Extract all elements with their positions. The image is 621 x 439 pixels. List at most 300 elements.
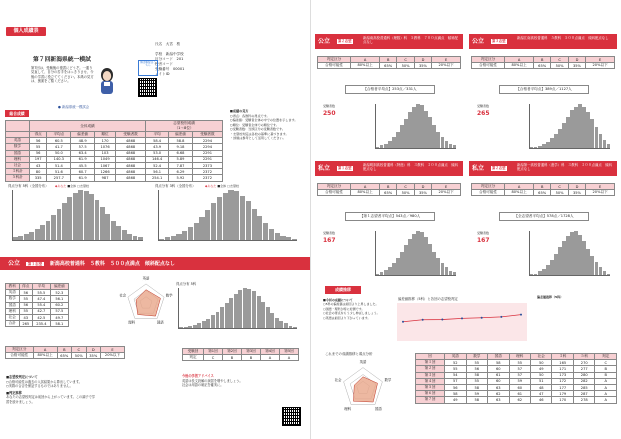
trend-radar xyxy=(333,358,393,418)
histogram-bar xyxy=(550,138,553,148)
trend-line-chart xyxy=(397,303,527,341)
table-cell: 65% xyxy=(57,353,71,359)
histogram-bar xyxy=(546,142,549,148)
histogram-bar xyxy=(257,216,262,240)
histogram-bar xyxy=(220,307,224,328)
histogram-bar xyxy=(574,107,577,148)
histogram-bar xyxy=(436,258,439,275)
histogram-bar xyxy=(534,147,537,148)
radar-axis-label: 国語 xyxy=(374,407,382,412)
histogram-bar xyxy=(445,141,448,148)
table-head: A xyxy=(33,347,57,353)
table-cell: 54 xyxy=(445,372,466,378)
table-cell: A xyxy=(260,355,279,361)
histogram-bar xyxy=(211,203,216,240)
qr-code-icon[interactable] xyxy=(282,407,301,426)
table-cell: 59 xyxy=(509,378,530,384)
histogram-bar xyxy=(432,252,435,275)
radar-axis-label: 理科 xyxy=(344,407,352,412)
table-head: 受験回 xyxy=(183,349,204,355)
table-cell: 165 xyxy=(552,360,573,366)
table-cell: 60.2 xyxy=(50,302,68,308)
table-cell: 5.92 xyxy=(169,175,193,181)
advice-line: ・評価は参考として活用してください。 xyxy=(230,136,286,140)
dist-caption-b: 得点分布 3科（全国分布） xyxy=(155,184,196,188)
table-cell: 9.18 xyxy=(169,144,193,150)
histogram-bar xyxy=(562,241,565,275)
qr-code-icon[interactable] xyxy=(138,78,157,97)
histogram-bar xyxy=(234,191,239,240)
table-cell: 51 xyxy=(531,378,552,384)
card-histogram xyxy=(375,104,456,149)
legend-school: □志望校 xyxy=(77,184,89,188)
table-cell: 50 xyxy=(531,372,552,378)
table-cell: 4868 xyxy=(116,144,146,150)
histogram-bar xyxy=(607,144,610,148)
histogram-bar xyxy=(193,325,197,328)
histogram-bar xyxy=(292,239,297,240)
histogram-bar xyxy=(243,288,247,328)
card-school-name: 新潟明訓高校普通科（特進）科 ３教科 ３００点満点 傾斜配点なし xyxy=(363,163,458,172)
table-cell: 57.5 xyxy=(50,308,68,314)
table-cell: 80%以上 xyxy=(505,190,534,196)
table-cell: 80%以上 xyxy=(33,353,57,359)
table-cell: 第４回 xyxy=(416,378,445,384)
table-head: C xyxy=(551,184,568,190)
table-cell: 56 xyxy=(466,366,487,372)
histogram-bar xyxy=(530,147,533,148)
table-cell: 80%以上 xyxy=(505,63,534,69)
table-cell: 278 xyxy=(573,397,594,403)
school-card-band xyxy=(469,161,617,176)
table-cell: 1049 xyxy=(95,156,116,162)
table-head: 偏差値 xyxy=(50,284,68,290)
card-rank: 私立 xyxy=(472,165,485,172)
histogram-bar xyxy=(530,274,533,275)
card-border-score: 【合格者平均点】253点／331人 xyxy=(345,85,435,94)
histogram-bar xyxy=(105,214,110,240)
histogram-bar xyxy=(133,236,138,240)
table-cell: 合格可能性 xyxy=(318,63,351,69)
trend-point xyxy=(520,314,522,316)
table-head: C xyxy=(397,184,414,190)
histogram-bar xyxy=(534,274,537,275)
table-cell: 987 xyxy=(95,175,116,181)
histogram-bar xyxy=(225,303,229,328)
table-head: D xyxy=(568,57,585,63)
weak-analysis-caption: これまでの成績推移と弱点分析 xyxy=(325,352,373,356)
table-row xyxy=(6,353,125,359)
histogram-bar xyxy=(188,227,193,240)
histogram-bar xyxy=(280,236,285,240)
school-card-band xyxy=(315,161,463,176)
table-cell: 170 xyxy=(95,138,116,144)
histogram-bar xyxy=(275,233,280,240)
table-cell: 4868 xyxy=(116,162,146,168)
table-cell: 265 xyxy=(19,321,33,327)
table-cell: 257.7 xyxy=(47,175,71,181)
histogram-bar xyxy=(396,132,399,148)
histogram-bar xyxy=(586,112,589,148)
table-row xyxy=(472,63,615,69)
dist-histogram-a xyxy=(12,190,143,241)
school1-dist-caption: 得点分布 5科 xyxy=(176,282,197,286)
table-cell: 20%以下 xyxy=(586,190,615,196)
school1-band xyxy=(0,257,310,270)
subhead: 受験者数 xyxy=(192,132,222,138)
table-row xyxy=(416,397,617,403)
class-code: 区分コード 201 xyxy=(155,57,184,61)
legend-all: ■全体 xyxy=(217,184,227,188)
histogram-bar xyxy=(266,307,270,328)
trend-badge xyxy=(325,286,361,294)
table-cell: 172 xyxy=(552,378,573,384)
histogram-bar xyxy=(558,247,561,275)
card-your-score: 167 xyxy=(323,237,336,244)
table-cell: 合格可能性 xyxy=(318,190,351,196)
table-cell: 50% xyxy=(397,190,414,196)
table-cell: 254.1 xyxy=(146,175,169,181)
subhead: 受験者数 xyxy=(116,132,146,138)
histogram-bar xyxy=(261,302,265,328)
table-cell: 1067 xyxy=(95,162,116,168)
histogram-bar xyxy=(284,323,288,328)
table-cell: 57.5 xyxy=(71,144,95,150)
study-line: 社会は用語の暗記を確実に。 xyxy=(182,383,224,388)
table-head: E xyxy=(586,184,615,190)
trend-point xyxy=(402,321,404,323)
table-cell: 20%以下 xyxy=(432,63,461,69)
table-cell: C xyxy=(595,360,617,366)
table-row xyxy=(318,190,461,196)
table-cell: 55 xyxy=(29,144,47,150)
histogram-bar xyxy=(441,137,444,148)
histogram-bar xyxy=(122,230,127,240)
table-row xyxy=(6,284,69,290)
table-cell: 146.4 xyxy=(146,156,169,162)
histogram-bar xyxy=(420,232,423,275)
table-cell: 1266 xyxy=(95,169,116,175)
table-cell: 2372 xyxy=(192,175,222,181)
table-cell: 48 xyxy=(531,384,552,390)
table-cell: 49.7 xyxy=(50,314,68,320)
histogram-bar xyxy=(445,267,448,275)
table-cell: 50% xyxy=(397,63,414,69)
card-rank: 私立 xyxy=(318,165,331,172)
table-cell: 50 xyxy=(531,360,552,366)
table-head: 理科 xyxy=(509,354,530,360)
radar-axis-label: 社会 xyxy=(334,377,342,382)
table-cell: 55 xyxy=(445,366,466,372)
card-note: 受験者数 xyxy=(323,231,336,235)
school-card xyxy=(315,34,463,154)
trend-bullet: ○英語は前回より下がっています。 xyxy=(323,315,371,320)
table-head: B xyxy=(379,184,396,190)
histogram-bar xyxy=(404,119,407,148)
table-cell: 179 xyxy=(552,391,573,397)
overall-results-table xyxy=(5,120,223,182)
table-head: 判定区分 xyxy=(472,184,505,190)
table-cell: A xyxy=(595,397,617,403)
school1-judge-table xyxy=(5,346,125,359)
table-cell: 56.1 xyxy=(50,296,68,302)
table-cell: 58.1 xyxy=(50,321,68,327)
card-histogram xyxy=(529,104,610,149)
histogram-bar xyxy=(289,326,293,328)
table-row xyxy=(6,321,69,327)
table-cell: 4868 xyxy=(116,169,146,175)
row-subject: 社会 xyxy=(6,162,30,168)
table-cell: 52.4 xyxy=(146,162,169,168)
table-cell: 4868 xyxy=(116,150,146,156)
table-cell: 5.89 xyxy=(169,156,193,162)
table-cell: 58.4 xyxy=(146,138,169,144)
histogram-bar xyxy=(13,237,18,240)
student-info xyxy=(155,42,215,77)
histogram-bar xyxy=(574,231,577,275)
histogram-bar xyxy=(100,207,105,240)
trend-bullets xyxy=(323,298,383,320)
table-cell: 51.6 xyxy=(47,169,71,175)
mascot-illustration xyxy=(96,66,118,96)
qr-caption: 解答解説はこちら xyxy=(140,61,156,68)
histogram-bar xyxy=(599,267,602,275)
histogram-bar xyxy=(29,232,34,240)
trend-bar-caption: 偏差値推移（5科） xyxy=(537,295,564,299)
table-head: 第3回 xyxy=(241,349,260,355)
school-code: 校舎コード xyxy=(155,62,173,66)
table-head: D xyxy=(414,184,431,190)
school1-judge-trend xyxy=(182,348,299,361)
histogram-bar xyxy=(566,236,569,275)
histogram-bar xyxy=(550,260,553,275)
org-name-label: 新潟県統一模試会 xyxy=(62,105,90,109)
histogram-bar xyxy=(73,193,78,240)
table-cell: B xyxy=(222,355,241,361)
org-name xyxy=(58,104,89,109)
histogram-bar xyxy=(176,234,181,240)
table-cell: 第６回 xyxy=(416,391,445,397)
histogram-bar xyxy=(197,323,201,328)
table-cell: 第１回 xyxy=(416,360,445,366)
histogram-bar xyxy=(216,312,220,328)
table-cell: 65% xyxy=(379,190,396,196)
table-cell: B xyxy=(241,355,260,361)
table-cell: 56 xyxy=(19,290,33,296)
table-head: A xyxy=(351,184,380,190)
table-head: B xyxy=(379,57,396,63)
table-head: C xyxy=(551,57,568,63)
histogram-bar xyxy=(182,231,187,240)
table-cell: 58.8 xyxy=(169,138,193,144)
table-head: E xyxy=(432,184,461,190)
histogram-bar xyxy=(263,223,268,240)
subhead: 平均点 xyxy=(47,132,71,138)
table-head: 回 xyxy=(416,354,445,360)
histogram-bar xyxy=(424,111,427,148)
histogram-bar xyxy=(416,104,419,148)
table-cell: 51.4 xyxy=(47,162,71,168)
table-cell: 59 xyxy=(466,391,487,397)
mate-id: メイトID xyxy=(155,72,170,76)
histogram-bar xyxy=(246,201,251,240)
row-subject: 数学 xyxy=(6,144,30,150)
histogram-bar xyxy=(211,315,215,328)
card-histogram xyxy=(529,231,610,276)
table-head: 判定区分 xyxy=(6,347,34,353)
table-cell: 52 xyxy=(445,360,466,366)
histogram-bar xyxy=(384,270,387,275)
table-cell: 140.3 xyxy=(47,156,71,162)
histogram-bar xyxy=(24,234,29,240)
table-cell: 47 xyxy=(531,391,552,397)
histogram-bar xyxy=(257,296,261,328)
table-head: D xyxy=(568,184,585,190)
histogram-bar xyxy=(404,245,407,275)
table-cell: A xyxy=(595,378,617,384)
table-cell: 第７回 xyxy=(416,397,445,403)
school-card xyxy=(315,161,463,281)
histogram-bar xyxy=(194,223,199,240)
table-cell: 55 xyxy=(509,360,530,366)
table-cell: 235.4 xyxy=(33,321,51,327)
table-row xyxy=(6,175,223,181)
table-head: C xyxy=(72,347,86,353)
trend-point xyxy=(441,319,443,321)
table-head: 得点 xyxy=(19,284,33,290)
table-cell: 171 xyxy=(552,366,573,372)
school1-rank-no: 第１志望 xyxy=(27,262,43,266)
card-your-score: 167 xyxy=(477,237,490,244)
row-subject: 理科 xyxy=(6,156,30,162)
card-judge-table xyxy=(471,183,615,196)
table-cell: B xyxy=(595,372,617,378)
table-cell: 55 xyxy=(466,360,487,366)
histogram-bar xyxy=(578,235,581,275)
histogram-bar xyxy=(416,231,419,275)
table-cell: 63 xyxy=(488,397,509,403)
histogram-bar xyxy=(247,289,251,328)
histogram-bar xyxy=(202,321,206,328)
table-cell: 280 xyxy=(573,372,594,378)
histogram-bar xyxy=(570,110,573,148)
histogram-bar xyxy=(570,232,573,275)
histogram-bar xyxy=(84,191,89,240)
histogram-bar xyxy=(293,327,297,328)
table-cell: 2291 xyxy=(192,150,222,156)
subhead: 平均 xyxy=(146,132,169,138)
card-your-score: 265 xyxy=(477,110,490,117)
table-cell: 50% xyxy=(551,63,568,69)
table-cell: 61 xyxy=(488,372,509,378)
histogram-bar xyxy=(46,221,51,240)
table-head: B xyxy=(57,347,71,353)
subhead: 順位 xyxy=(95,132,116,138)
histogram-bar xyxy=(384,144,387,148)
table-cell: 65% xyxy=(533,190,550,196)
trend-bullet: ○社会の得点をもう少し伸ばしましょう。 xyxy=(323,311,380,316)
table-cell: 合格可能性 xyxy=(6,353,34,359)
table-head: 第4回 xyxy=(260,349,279,355)
histogram-bar xyxy=(595,127,598,148)
radar-axis-label: 社会 xyxy=(119,293,127,298)
table-cell: 社会 xyxy=(6,314,20,320)
histogram-bar xyxy=(252,209,257,240)
table-head: 数学 xyxy=(466,354,487,360)
advice-line: ○順位：受験者全体での順位です。 xyxy=(230,122,279,127)
table-cell: 282 xyxy=(573,378,594,384)
table-cell: 55.4 xyxy=(33,302,51,308)
table-head: 第5回 xyxy=(279,349,298,355)
table-cell: 45.5 xyxy=(71,162,95,168)
table-cell: 61.9 xyxy=(71,156,95,162)
legend-school: □志望校 xyxy=(227,184,239,188)
table-cell: 53.0 xyxy=(146,150,169,156)
school1-name: 新潟高校普通科 ５教科 ５００点満点 傾斜配点なし xyxy=(49,261,175,267)
table-head-school: 志望校別成績 （1〜8位） xyxy=(146,121,223,132)
intro-text: 第7回は、受験後の復習にどうぞ。一通り見直して、自分の苦手をはっきりさせ、今後の学習に役立ててください。本紙の見方は、裏面をご覧ください。 xyxy=(31,66,94,84)
table-cell: 50% xyxy=(551,190,568,196)
histogram-bar xyxy=(453,272,456,275)
histogram-bar xyxy=(449,271,452,275)
card-school-name: 新潟第一高校普通科（進学）科 ３教科 ３００点満点 傾斜配点なし xyxy=(517,163,612,172)
histogram-bar xyxy=(205,210,210,240)
table-head: 国語 xyxy=(488,354,509,360)
trend-caption: 偏差値推移（5科）と各回の志望校判定 xyxy=(398,297,458,301)
table-head: 判定区分 xyxy=(472,57,505,63)
exam-title: 第７回新潟県統一模試 xyxy=(33,57,91,63)
advice-line: ・志望校判定は各校の基準に基づきます。 xyxy=(230,131,289,136)
table-cell: 285 xyxy=(573,384,594,390)
histogram-bar xyxy=(376,147,379,148)
table-cell: 合格可能性 xyxy=(472,190,505,196)
card-border-score: 【全志望者平均点】578点／1728人 xyxy=(499,212,589,221)
histogram-bar xyxy=(138,237,143,240)
histogram-bar xyxy=(412,107,415,148)
school-card-band xyxy=(469,34,617,49)
table-head: D xyxy=(414,57,431,63)
school1-explain xyxy=(6,375,96,405)
school1-histogram xyxy=(178,288,297,329)
trend-side-notes xyxy=(537,295,615,300)
histogram-bar xyxy=(111,221,116,240)
table-cell: 60.5 xyxy=(47,138,71,144)
table-cell: 57 xyxy=(509,366,530,372)
table-cell: 42.5 xyxy=(33,314,51,320)
histogram-bar xyxy=(159,239,164,240)
table-cell: 国語 xyxy=(6,302,20,308)
report-badge xyxy=(6,27,46,36)
histogram-bar xyxy=(582,241,585,275)
overall-results-label xyxy=(5,110,29,117)
table-head: E xyxy=(432,57,461,63)
table-cell: 56 xyxy=(29,150,47,156)
row-subject: 国語 xyxy=(6,150,30,156)
table-cell: 43 xyxy=(19,314,33,320)
histogram-bar xyxy=(599,134,602,148)
histogram-bar xyxy=(542,269,545,275)
histogram-bar xyxy=(388,267,391,275)
dist-legend-a xyxy=(55,184,89,188)
subhead: 偏差値 xyxy=(71,132,95,138)
card-border-score: 【合格者平均点】389点／1127人 xyxy=(499,85,589,94)
radar-axis-label: 数学 xyxy=(165,293,173,298)
table-head: B xyxy=(533,184,550,190)
card-note: 受験者数 xyxy=(477,104,490,108)
table-cell: 49 xyxy=(531,366,552,372)
histogram-bar xyxy=(228,190,233,240)
table-cell: 197 xyxy=(29,156,47,162)
